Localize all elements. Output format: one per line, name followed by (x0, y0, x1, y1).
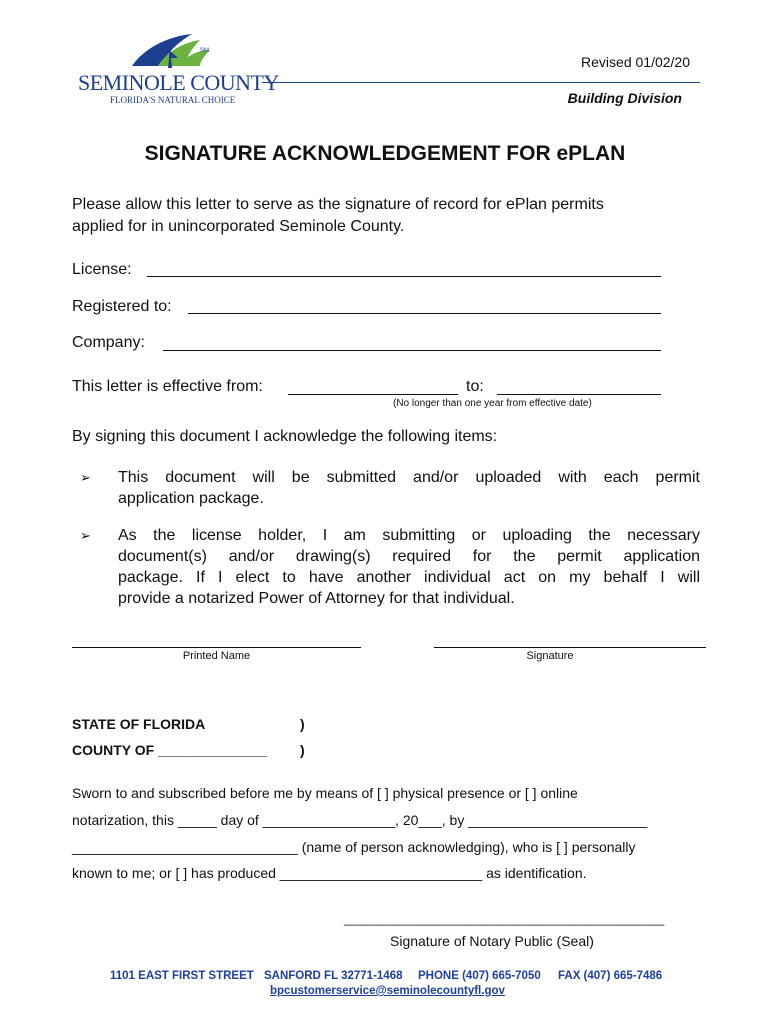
page-title: SIGNATURE ACKNOWLEDGEMENT FOR ePLAN (144, 142, 626, 165)
notary-line-4: known to me; or [ ] has produced __________________________ as identification. (72, 865, 587, 881)
printed-name-field[interactable] (72, 647, 361, 648)
license-label: License: (72, 261, 132, 278)
intro-line-1: Please allow this letter to serve as the signature of record for ePlan permits (72, 196, 604, 213)
logo-tagline: FLORIDA'S NATURAL CHOICE (110, 95, 236, 105)
footer-phone: PHONE (407) 665-7050 (418, 970, 541, 982)
signature-label: Signature (526, 650, 574, 662)
to-label: to: (466, 378, 484, 395)
division-name: Building Division (567, 90, 682, 106)
state-label: STATE OF FLORIDA (72, 716, 206, 732)
arrow-bullet-icon: ➢ (80, 470, 91, 485)
item-2-line-2: document(s) and/or drawing(s) required for the permit application (118, 548, 700, 565)
footer-fax: FAX (407) 665-7486 (558, 970, 663, 982)
revised-date: Revised 01/02/20 (581, 54, 690, 70)
company-label: Company: (72, 334, 145, 351)
header-rule (262, 82, 700, 83)
notary-line-3: _____________________________ (name of person acknowledging), who is [ ] personally (72, 839, 636, 855)
acknowledge-heading: By signing this document I acknowledge the following items: (72, 428, 498, 445)
footer-email-link[interactable]: bpcustomerservice@seminolecountyfl.gov (270, 985, 505, 997)
footer-address: 1101 EAST FIRST STREET (110, 970, 254, 982)
notary-signature-field[interactable]: ________________________________________________ (344, 912, 665, 926)
effective-to-field[interactable] (497, 394, 661, 395)
state-paren: ) (300, 716, 305, 732)
effective-note: (No longer than one year from effective date) (393, 398, 592, 409)
registered-label: Registered to: (72, 298, 172, 315)
intro-line-2: applied for in unincorporated Seminole County. (72, 218, 405, 235)
effective-from-field[interactable] (288, 394, 458, 395)
list-item (80, 525, 700, 609)
logo-mark: SM (200, 48, 209, 54)
list-item (80, 467, 700, 509)
logo-wordmark: SEMINOLE COUNTY (78, 70, 279, 95)
item-2-line-4: provide a notarized Power of Attorney for that individual. (118, 590, 515, 607)
arrow-bullet-icon: ➢ (80, 528, 91, 543)
signature-field[interactable] (434, 647, 706, 648)
item-1-line-2: application package. (118, 490, 264, 507)
notary-line-1: Sworn to and subscribed before me by means of [ ] physical presence or [ ] online (72, 785, 578, 801)
license-field[interactable] (147, 276, 661, 277)
effective-label: This letter is effective from: (72, 378, 263, 395)
company-field[interactable] (163, 350, 661, 351)
item-2-line-3: package. If I elect to have another individual act on my behalf I will (118, 569, 700, 586)
item-1-line-1: This document will be submitted and/or uploaded with each permit (118, 469, 700, 486)
footer-city: SANFORD FL 32771-1468 (264, 970, 403, 982)
county-label: COUNTY OF ______________ (72, 742, 268, 758)
registered-field[interactable] (188, 313, 661, 314)
item-2-line-1: As the license holder, I am submitting or uploading the necessary (118, 527, 700, 544)
printed-name-label: Printed Name (182, 650, 251, 662)
notary-line-2: notarization, this _____ day of _________________, 20___, by _______________________ (72, 812, 648, 828)
logo (74, 28, 279, 108)
notary-signature-label: Signature of Notary Public (Seal) (390, 933, 594, 949)
county-paren: ) (300, 742, 305, 758)
